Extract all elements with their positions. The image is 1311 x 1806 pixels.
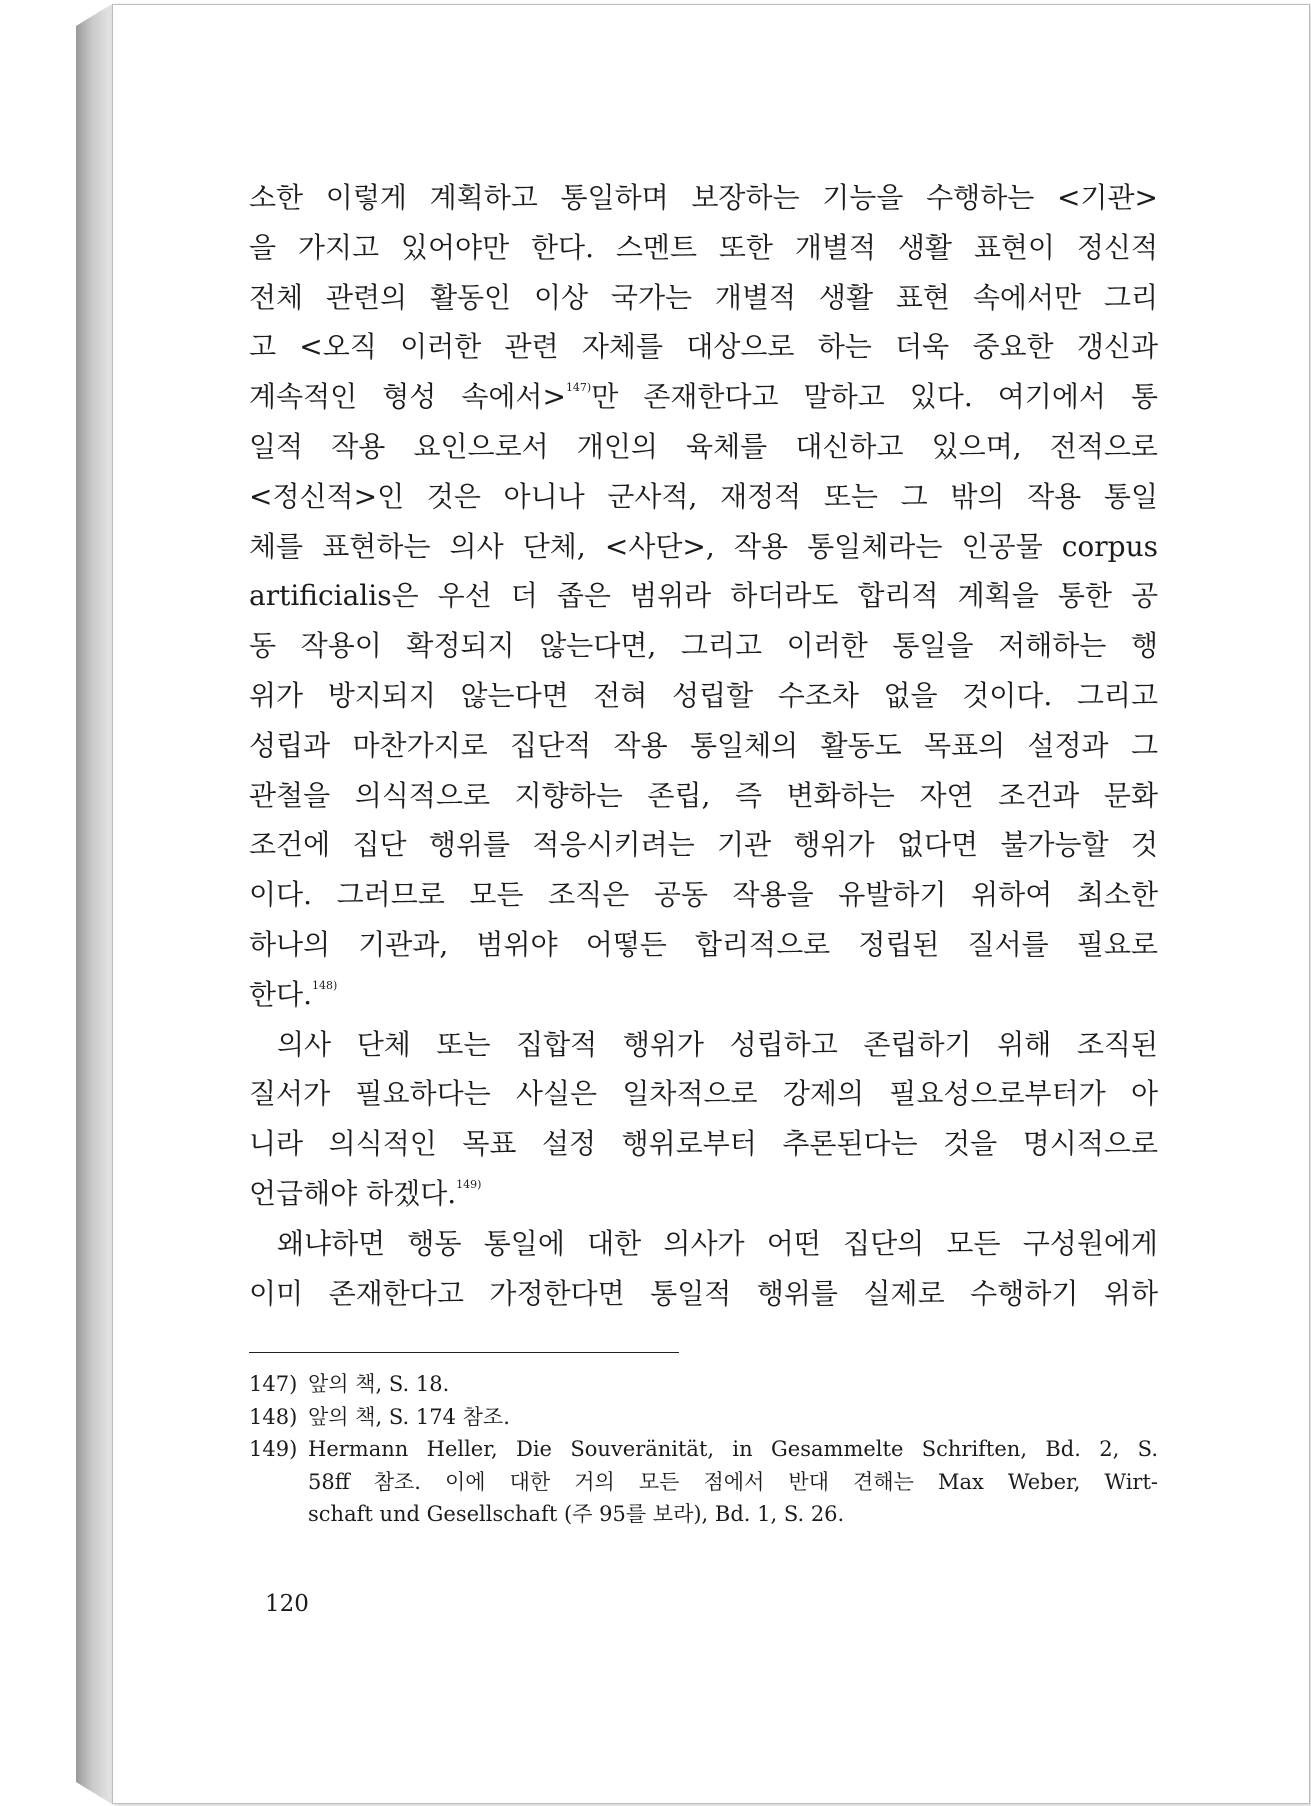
footnote-line: 앞의 책, S. 18. [308, 1372, 450, 1396]
footnote-line: schaft und Gesellschaft (주 95를 보라), Bd. 1, S. 26. [308, 1502, 845, 1526]
footnote-number: 148) [249, 1404, 298, 1429]
footnote-number: 147) [249, 1372, 298, 1396]
footnote-147 [249, 1368, 1158, 1401]
body-line: 소한 이렇게 계획하고 통일하며 보장하는 기능을 수행하는 <기관> [249, 181, 1158, 214]
footnote-149 [249, 1433, 1158, 1531]
body-line: 하나의 기관과, 범위야 어떻든 합리적으로 정립된 질서를 필요로 [249, 927, 1158, 961]
body-line [249, 1169, 1158, 1219]
footnote-ref-149: 149) [456, 1177, 482, 1191]
line-text: 한다. [249, 977, 312, 1011]
body-line: 동 작용이 확정되지 않는다면, 그리고 이러한 통일을 저해하는 행 [249, 629, 1158, 663]
body-line [249, 970, 1158, 1020]
body-line: 체를 표현하는 의사 단체, <사단>, 작용 통일체라는 인공물 corpus [249, 529, 1158, 563]
body-line: 관철을 의식적으로 지향하는 존립, 즉 변화하는 자연 조건과 문화 [249, 778, 1158, 812]
body-line: 일적 작용 요인으로서 개인의 육체를 대신하고 있으며, 전적으로 [249, 429, 1158, 463]
book-page [112, 4, 1310, 1804]
page-number: 120 [265, 1591, 309, 1617]
body-line: 질서가 필요하다는 사실은 일차적으로 강제의 필요성으로부터가 아 [249, 1077, 1158, 1111]
body-line: 니라 의식적인 목표 설정 행위로부터 추론된다는 것을 명시적으로 [249, 1127, 1158, 1161]
body-line: 을 가지고 있어야만 한다. 스멘트 또한 개별적 생활 표현이 정신적 [249, 230, 1158, 264]
footnotes [249, 1368, 1158, 1531]
body-line [249, 372, 1158, 422]
footnote-line: 58ff 참조. 이에 대한 거의 모든 점에서 반대 견해는 Max Weber, Wirt- [308, 1469, 1158, 1494]
body-line: 고 <오직 이러한 관련 자체를 대상으로 하는 더욱 중요한 갱신과 [249, 330, 1158, 364]
body-line: 이미 존재한다고 가정한다면 통일적 행위를 실제로 수행하기 위하 [249, 1276, 1158, 1310]
body-line: 왜냐하면 행동 통일에 대한 의사가 어떤 집단의 모든 구성원에게 [277, 1226, 1158, 1260]
footnote-ref-148: 148) [312, 978, 338, 992]
body-text [249, 173, 1158, 1318]
footnote-line: 앞의 책, S. 174 참조. [308, 1404, 510, 1429]
body-line: 전체 관련의 활동인 이상 국가는 개별적 생활 표현 속에서만 그리 [249, 280, 1158, 314]
body-line: artificialis은 우선 더 좁은 범위라 하더라도 합리적 계획을 통한 공 [249, 579, 1158, 613]
book-spine [76, 4, 112, 1804]
footnote-divider [249, 1352, 679, 1353]
body-line: 성립과 마찬가지로 집단적 작용 통일체의 활동도 목표의 설정과 그 [249, 728, 1158, 762]
line-text: 언급해야 하겠다. [249, 1176, 457, 1210]
footnote-ref-147: 147) [565, 381, 592, 395]
body-line: 이다. 그러므로 모든 조직은 공동 작용을 유발하기 위하여 최소한 [249, 878, 1158, 912]
body-line: 의사 단체 또는 집합적 행위가 성립하고 존립하기 위해 조직된 [277, 1027, 1158, 1061]
line-text: 계속적인 형성 속에서> [249, 380, 566, 414]
body-line: 위가 방지되지 않는다면 전혀 성립할 수조차 없을 것이다. 그리고 [249, 678, 1158, 712]
line-text: 만 존재한다고 말하고 있다. 여기에서 통 [591, 380, 1158, 414]
footnote-number: 149) [249, 1437, 298, 1461]
body-line: <정신적>인 것은 아니나 군사적, 재정적 또는 그 밖의 작용 통일 [249, 479, 1158, 513]
footnote-line: Hermann Heller, Die Souveränität, in Gesammelte Schriften, Bd. 2, S. [308, 1437, 1158, 1461]
footnote-148 [249, 1401, 1158, 1434]
body-line: 조건에 집단 행위를 적응시키려는 기관 행위가 없다면 불가능할 것 [249, 828, 1158, 862]
